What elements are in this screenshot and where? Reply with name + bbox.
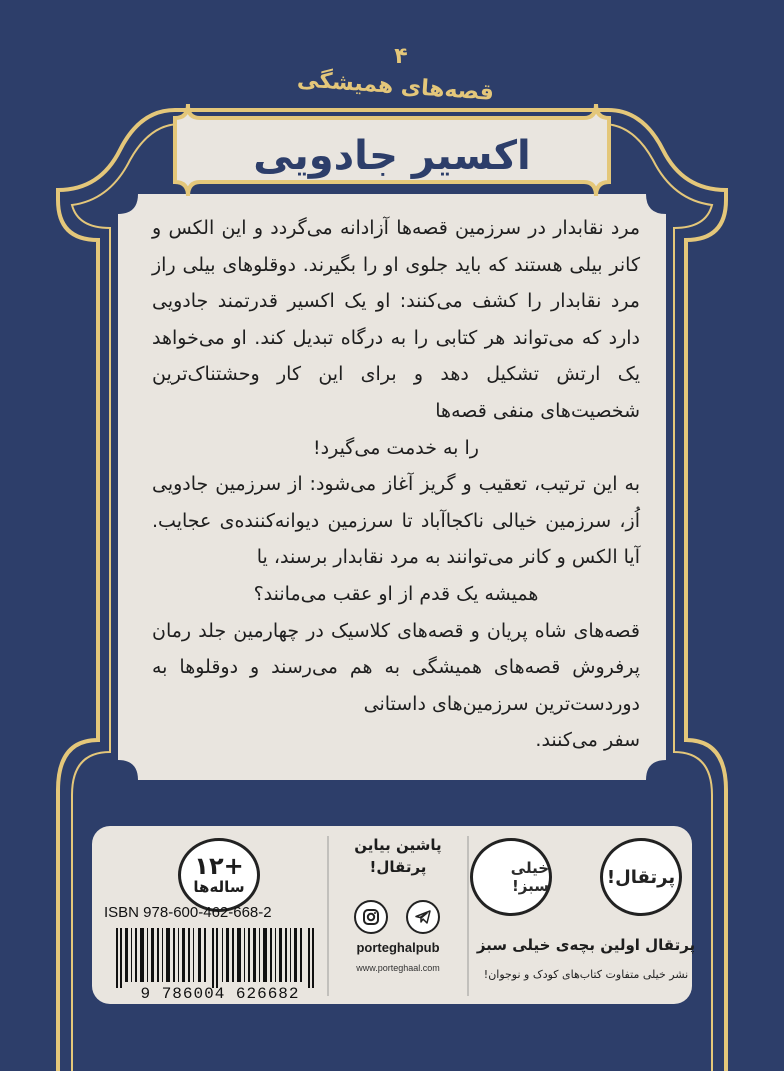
instagram-icon[interactable] (354, 900, 388, 934)
book-title: اکسیر جادویی (253, 133, 531, 179)
age-number: +۱۲ (194, 852, 244, 880)
green-logo (470, 838, 552, 916)
instagram-glyph (362, 908, 380, 926)
slogan-line-1: پاشین بیاین (354, 836, 442, 854)
publisher-subtitle: نشر خیلی متفاوت کتاب‌های کودک و نوجوان! (483, 968, 689, 981)
slogan (330, 834, 466, 878)
blurb-paragraph-2: به این ترتیب، تعقیب و گریز آغاز می‌شود: از سرزمین جادویی اُز، سرزمین خیالی ناکجاآباد تا سرزمین دیوانه‌کننده‌ی عجایب. آیا الکس و کانر می‌توانند به مرد نقابدار برسند، یا (152, 473, 640, 569)
blurb-paragraph-2-end: همیشه یک قدم از او عقب می‌مانند؟ (253, 582, 539, 605)
age-label: ساله‌ها (193, 878, 245, 896)
blurb-text (152, 210, 640, 759)
telegram-glyph (414, 908, 432, 926)
blurb-paragraph-3: قصه‌های شاه پریان و قصه‌های کلاسیک در چهارمین جلد رمان پرفروش قصه‌های همیشگی به هم می‌رسند و دوقلوها به دوردست‌ترین سرزمین‌های داستانی (152, 619, 640, 715)
blurb-paragraph-1: مرد نقابدار در سرزمین قصه‌ها آزادانه می‌گردد و این الکس و کانر بیلی هستند که باید جلوی او را بگیرند. دوقلوهای بیلی راز مرد نقابدار را کشف می‌کنند: او یک اکسیر قدرتمند جادویی دارد که می‌تواند هر کتابی را به درگاه تبدیل کند. او می‌خواهد یک ارتش تشکیل دهد و برای این کار وحشتناک‌ترین شخصیت‌های منفی قصه‌ها (152, 217, 640, 422)
website-link[interactable]: www.porteghaal.com (356, 963, 440, 973)
barcode-digits: 9 786004 626682 (140, 985, 300, 1003)
social-handle[interactable]: porteghalpub (356, 940, 440, 955)
publisher-tagline: پرتقال اولین بچه‌ی خیلی سبز (476, 936, 696, 954)
slogan-line-2: پرتقال! (369, 858, 427, 876)
telegram-icon[interactable] (406, 900, 440, 934)
series-number: ۴ (394, 44, 408, 69)
isbn-label: ISBN 978-600-462-668-2 (104, 904, 272, 921)
porteghal-logo (600, 838, 682, 916)
blurb-paragraph-3-end: سفر می‌کنند. (535, 729, 640, 752)
age-badge (178, 838, 260, 912)
blurb-paragraph-1-end: را به خدمت می‌گیرد! (313, 436, 479, 459)
barcode (112, 928, 322, 988)
porteghal-logo-text: پرتقال! (606, 866, 676, 888)
green-logo-text: خیلی سبز! (510, 859, 549, 895)
series-title: قصه‌های همیشگی (296, 67, 495, 106)
